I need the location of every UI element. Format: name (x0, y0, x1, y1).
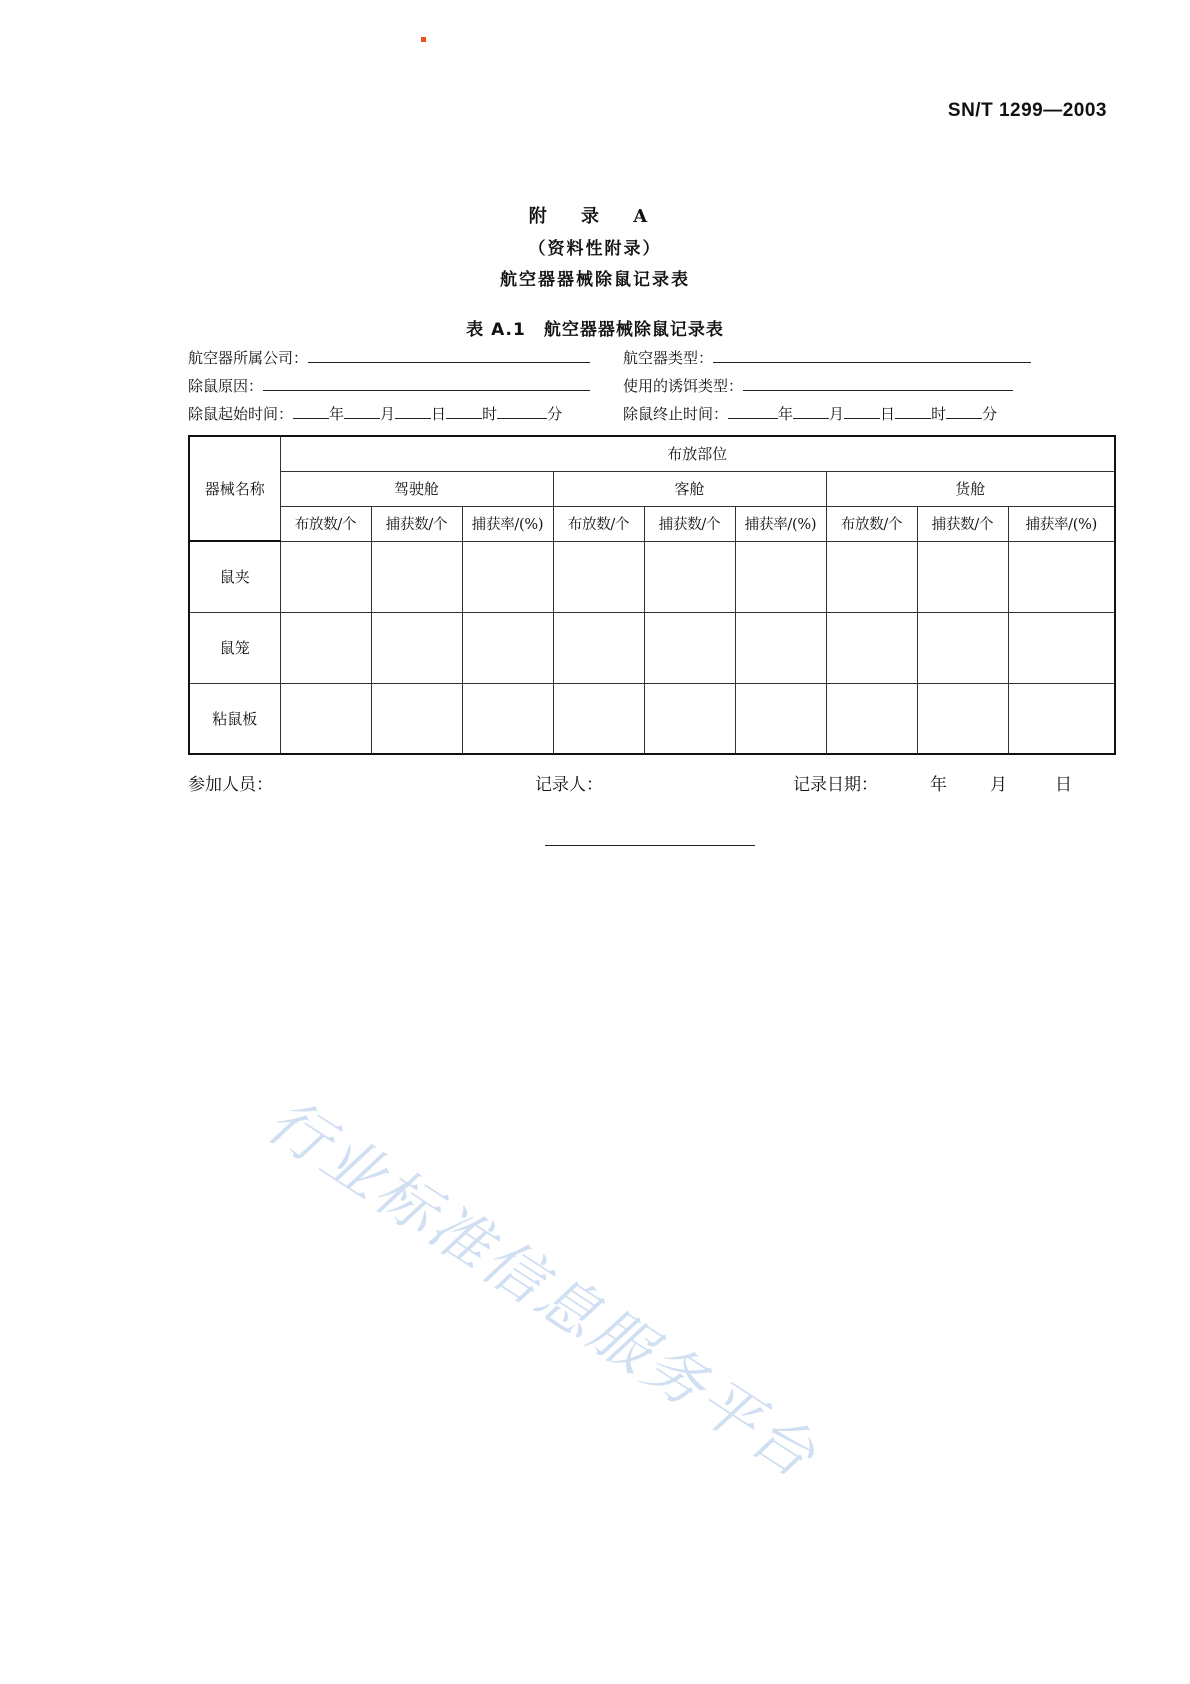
start-hour-unit: 时 (482, 405, 498, 423)
participants-label: 参加人员： (188, 775, 273, 795)
start-month-unit: 月 (380, 405, 396, 423)
reason-label: 除鼠原因： (188, 377, 264, 395)
watermark: 行业标准信息服务平台 (254, 1085, 830, 1494)
bait-label: 使用的诱饵类型： (623, 377, 744, 395)
bait-field (623, 374, 1013, 396)
start-day-blank[interactable] (395, 402, 431, 419)
record-date-month: 月 (990, 775, 1007, 795)
record-date-year: 年 (930, 775, 947, 795)
placement-header: 布放部位 (280, 436, 1115, 471)
subcol-caught: 捕获数/个 (644, 506, 735, 541)
row-label-glue-board: 粘鼠板 (189, 683, 280, 754)
company-field (188, 346, 590, 368)
data-cell[interactable] (371, 541, 462, 612)
subcol-placed: 布放数/个 (553, 506, 644, 541)
row-label-cage: 鼠笼 (189, 612, 280, 683)
data-cell[interactable] (462, 612, 553, 683)
company-label: 航空器所属公司： (188, 349, 309, 367)
data-cell[interactable] (826, 612, 917, 683)
company-blank[interactable] (308, 346, 590, 363)
data-cell[interactable] (553, 541, 644, 612)
zone-cabin: 客舱 (553, 471, 826, 506)
data-cell[interactable] (917, 683, 1008, 754)
end-label: 除鼠终止时间： (623, 405, 729, 423)
data-cell[interactable] (462, 683, 553, 754)
recorder-label: 记录人： (535, 775, 603, 795)
appendix-name: 航空器器械除鼠记录表 (500, 270, 690, 290)
table-row (189, 541, 1115, 612)
start-minute-blank[interactable] (497, 402, 547, 419)
end-hour-blank[interactable] (895, 402, 931, 419)
start-minute-unit: 分 (547, 405, 563, 423)
data-cell[interactable] (280, 683, 371, 754)
end-year-blank[interactable] (728, 402, 778, 419)
data-cell[interactable] (553, 683, 644, 754)
reason-blank[interactable] (263, 374, 590, 391)
subcol-caught: 捕获数/个 (371, 506, 462, 541)
data-cell[interactable] (917, 612, 1008, 683)
data-cell[interactable] (1008, 683, 1115, 754)
start-label: 除鼠起始时间： (188, 405, 294, 423)
data-cell[interactable] (644, 683, 735, 754)
data-cell[interactable] (280, 612, 371, 683)
end-rule (545, 845, 755, 846)
end-minute-blank[interactable] (946, 402, 982, 419)
data-cell[interactable] (917, 541, 1008, 612)
data-cell[interactable] (280, 541, 371, 612)
end-month-unit: 月 (829, 405, 845, 423)
subcol-placed: 布放数/个 (826, 506, 917, 541)
appendix-title: 附 录 A (528, 206, 662, 227)
end-month-blank[interactable] (793, 402, 829, 419)
aircraft-type-blank[interactable] (713, 346, 1031, 363)
start-month-blank[interactable] (344, 402, 380, 419)
data-cell[interactable] (644, 541, 735, 612)
accent-mark (421, 37, 426, 42)
end-time-field (623, 402, 997, 424)
end-year-unit: 年 (778, 405, 794, 423)
bait-blank[interactable] (743, 374, 1013, 391)
data-cell[interactable] (371, 683, 462, 754)
data-cell[interactable] (826, 541, 917, 612)
data-cell[interactable] (371, 612, 462, 683)
aircraft-type-field (623, 346, 1031, 368)
data-cell[interactable] (644, 612, 735, 683)
end-hour-unit: 时 (931, 405, 947, 423)
zone-cockpit: 驾驶舱 (280, 471, 553, 506)
table-row (189, 683, 1115, 754)
subcol-rate: 捕获率/(%) (462, 506, 553, 541)
data-cell[interactable] (735, 541, 826, 612)
data-cell[interactable] (1008, 541, 1115, 612)
row-label-trap: 鼠夹 (189, 541, 280, 612)
signature-footer (188, 770, 1088, 796)
record-date-day: 日 (1055, 775, 1072, 795)
subcol-caught: 捕获数/个 (917, 506, 1008, 541)
data-cell[interactable] (735, 612, 826, 683)
subcol-placed: 布放数/个 (280, 506, 371, 541)
start-time-field (188, 402, 562, 424)
start-hour-blank[interactable] (446, 402, 482, 419)
end-minute-unit: 分 (982, 405, 998, 423)
table-row (189, 612, 1115, 683)
data-cell[interactable] (826, 683, 917, 754)
appendix-subtitle: （资料性附录） (528, 239, 662, 259)
aircraft-type-label: 航空器类型： (623, 349, 714, 367)
start-year-blank[interactable] (293, 402, 329, 419)
subcol-rate: 捕获率/(%) (1008, 506, 1115, 541)
reason-field (188, 374, 590, 396)
data-cell[interactable] (462, 541, 553, 612)
zone-cargo: 货舱 (826, 471, 1115, 506)
data-cell[interactable] (553, 612, 644, 683)
table-caption: 表 A.1 航空器器械除鼠记录表 (466, 320, 724, 340)
start-day-unit: 日 (431, 405, 447, 423)
record-date-label: 记录日期： (793, 775, 878, 795)
end-day-blank[interactable] (844, 402, 880, 419)
data-cell[interactable] (735, 683, 826, 754)
end-day-unit: 日 (880, 405, 896, 423)
start-year-unit: 年 (329, 405, 345, 423)
record-table (188, 435, 1116, 755)
standard-number: SN/T 1299—2003 (947, 100, 1107, 121)
subcol-rate: 捕获率/(%) (735, 506, 826, 541)
data-cell[interactable] (1008, 612, 1115, 683)
device-header: 器械名称 (189, 436, 280, 541)
